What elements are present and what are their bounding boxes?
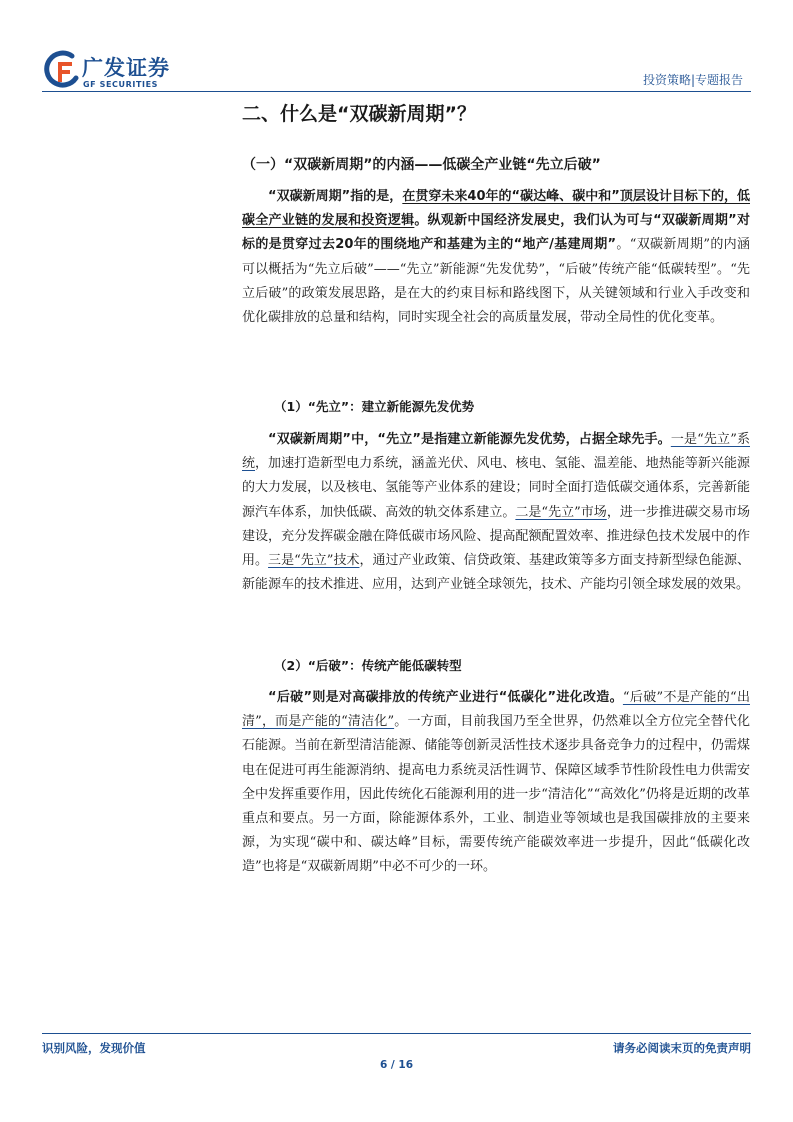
part1-text-system: ，加速打造新型电力系统，涵盖光伏、风电、核电、氢能、温差能、地热能等新兴能源的大力发展，以及核电、氢能等产业体系的建设；同时全面打造低碳交通体系，完善新能源汽车体系，加快低碳、高效的轨交体系建立。: [242, 456, 750, 520]
subsection-title: （一）“双碳新周期”的内涵——低碳全产业链“先立后破”: [242, 157, 601, 173]
part2-paragraph: [242, 686, 750, 880]
report-category: 投资策略|专题报告: [642, 73, 743, 87]
part2-title: （2）“后破”：传统产能低碳转型: [274, 658, 462, 673]
footer-slogan: 识别风险，发现价值: [42, 1041, 146, 1055]
intro-paragraph: [242, 185, 750, 330]
logo-chinese-name: 广发证券: [82, 56, 170, 80]
part2-body-text: 。一方面，目前我国乃至全世界，仍然难以全方位完全替代化石能源。当前在新型清洁能源、储能等创新灵活性技术逐步具备竞争力的过程中，仍需煤电在促进可再生能源消纳、提高电力系统灵活性调节、保障区域季节性阶段性电力供需安全中发挥重要作用，因此传统化石能源利用的进一步“清洁化”“高效化”仍将是近期的改革重点和要点。另一方面，除能源体系外，工业、制造业等领域也是我国碳排放的主要来源，为实现“碳中和、碳达峰”目标，需要传统产能碳效率进一步提升，因此“低碳化改造”也将是“双碳新周期”中必不可少的一环。: [242, 714, 750, 875]
part1-point-market: 二是“先立”市场: [515, 504, 607, 520]
logo-english-name: GF SECURITIES: [83, 80, 159, 89]
intro-body-text: 。“双碳新周期”的内涵可以概括为“先立后破”——“先立”新能源“先发优势”，“后破”传统产能“低碳转型”。“先立后破”的政策发展思路，是在大的约束目标和路线图下，从关键领域和行业入手改变和优化碳排放的总量和结构，同时实现全社会的高质量发展，带动全局性的优化变革。: [242, 237, 750, 326]
page-header: [0, 0, 793, 96]
intro-bold-tail: 。纵观新中国经济发展史，我们认为可与“双碳新周期”对标的是贯穿过去20年的围绕地产和基建为主的“地产/基建周期”: [242, 213, 750, 253]
part1-point-technology: 三是“先立”技术: [268, 553, 360, 569]
footer-divider: [42, 1033, 751, 1034]
page-number: 6 / 16: [379, 1059, 414, 1071]
part1-title: （1）“先立”：建立新能源先发优势: [274, 399, 475, 414]
part2-highlight: “后破”不是产能的“出清”，而是产能的“清洁化”: [242, 690, 750, 730]
intro-bold-underlined: 在贯穿未来40年的“碳达峰、碳中和”顶层设计目标下的，低碳全产业链的发展和投资逻辑: [242, 189, 750, 229]
footer-disclaimer: 请务必阅读末页的免责声明: [613, 1041, 751, 1055]
gf-logo-icon: [42, 50, 80, 90]
part1-text-market: ，进一步推进碳交易市场建设，充分发挥碳金融在降低碳市场风险、提高配额配置效率、推进绿色技术发展中的作用。: [242, 504, 750, 569]
section-title: 二、什么是“双碳新周期”？: [242, 103, 476, 125]
part1-point-system: 一是“先立”系统: [242, 432, 750, 472]
part2-bold-lead: “后破”则是对高碳排放的传统产业进行“低碳化”进化改造。: [268, 690, 623, 705]
company-logo: [42, 50, 182, 94]
part1-paragraph: [242, 428, 750, 597]
part1-bold-lead: “双碳新周期”中，“先立”是指建立新能源先发优势，占据全球先手。: [268, 432, 671, 447]
header-divider: [42, 91, 751, 92]
intro-bold-lead: “双碳新周期”指的是，: [268, 189, 403, 204]
part1-text-technology: ，通过产业政策、信贷政策、基建政策等多方面支持新型绿色能源、新能源车的技术推进、应用，达到产业链全球领先，技术、产能均引领全球发展的效果。: [242, 553, 750, 593]
